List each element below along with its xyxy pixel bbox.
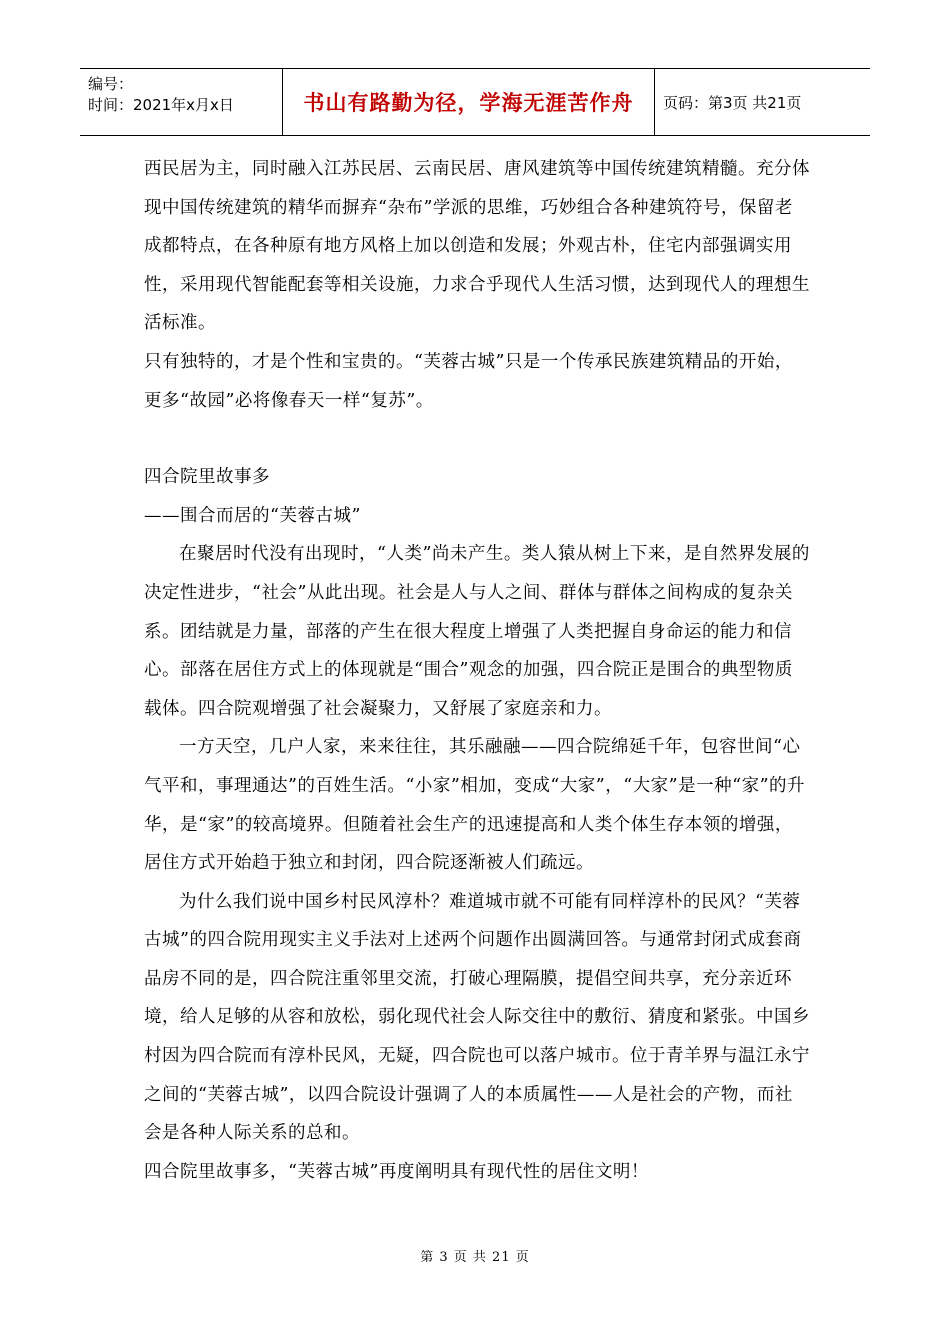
header-motto: 书山有路勤为径，学海无涯苦作舟 (282, 69, 655, 135)
paragraph: 只有独特的，才是个性和宝贵的。“芙蓉古城”只是一个传承民族建筑精品的开始，更多“故园”必将像春天一样“复苏”。 (144, 351, 793, 411)
document-time-label: 时间：2021年x月x日 (88, 96, 234, 114)
header-page-number: 页码：第3页 共21页 (663, 93, 802, 112)
closing-paragraph: 四合院里故事多，“芙蓉古城”再度阐明具有现代性的居住文明！ (144, 1161, 649, 1182)
page-header (80, 68, 870, 136)
paragraph: 西民居为主，同时融入江苏民居、云南民居、唐风建筑等中国传统建筑精髓。充分体现中国传统建筑的精华而摒弃“杂布”学派的思维，巧妙组合各种建筑符号，保留老成都特点，在各种原有地方风格上加以创造和发展；外观古朴，住宅内部强调实用性，采用现代智能配套等相关设施，力求合乎现代人生活习惯，达到现代人的理想生活标准。 (144, 159, 810, 334)
document-number-label: 编号： (88, 75, 134, 93)
header-meta (80, 69, 282, 135)
section-title: 四合院里故事多 (144, 467, 270, 488)
page-footer: 第 3 页 共 21 页 (420, 1250, 530, 1265)
document-body (144, 150, 810, 1191)
paragraph: 一方天空，几户人家，来来往往，其乐融融——四合院绵延千年，包容世间“心气平和，事理通达”的百姓生活。“小家”相加，变成“大家”，“大家”是一种“家”的升华，是“家”的较高境界。但随着社会生产的迅速提高和人类个体生存本领的增强，居住方式开始趋于独立和封闭，四合院逐渐被人们疏远。 (144, 737, 806, 874)
paragraph: 为什么我们说中国乡村民风淳朴？难道城市就不可能有同样淳朴的民风？“芙蓉古城”的四合院用现实主义手法对上述两个问题作出圆满回答。与通常封闭式成套商品房不同的是，四合院注重邻里交流，打破心理隔膜，提倡空间共享，充分亲近环境，给人足够的从容和放松，弱化现代社会人际交往中的敷衍、猜度和紧张。中国乡村因为四合院而有淳朴民风，无疑，四合院也可以落户城市。位于青羊界与温江永宁之间的“芙蓉古城”，以四合院设计强调了人的本质属性——人是社会的产物，而社会是各种人际关系的总和。 (144, 891, 810, 1144)
paragraph: 在聚居时代没有出现时，“人类”尚未产生。类人猿从树上下来，是自然界发展的决定性进步，“社会”从此出现。社会是人与人之间、群体与群体之间构成的复杂关系。团结就是力量，部落的产生在很大程度上增强了人类把握自身命运的能力和信心。部落在居住方式上的体现就是“围合”观念的加强，四合院正是围合的典型物质载体。四合院观增强了社会凝聚力，又舒展了家庭亲和力。 (144, 544, 810, 719)
paragraph-spacer (144, 420, 810, 458)
section-subtitle: ——围合而居的“芙蓉古城” (144, 505, 361, 526)
